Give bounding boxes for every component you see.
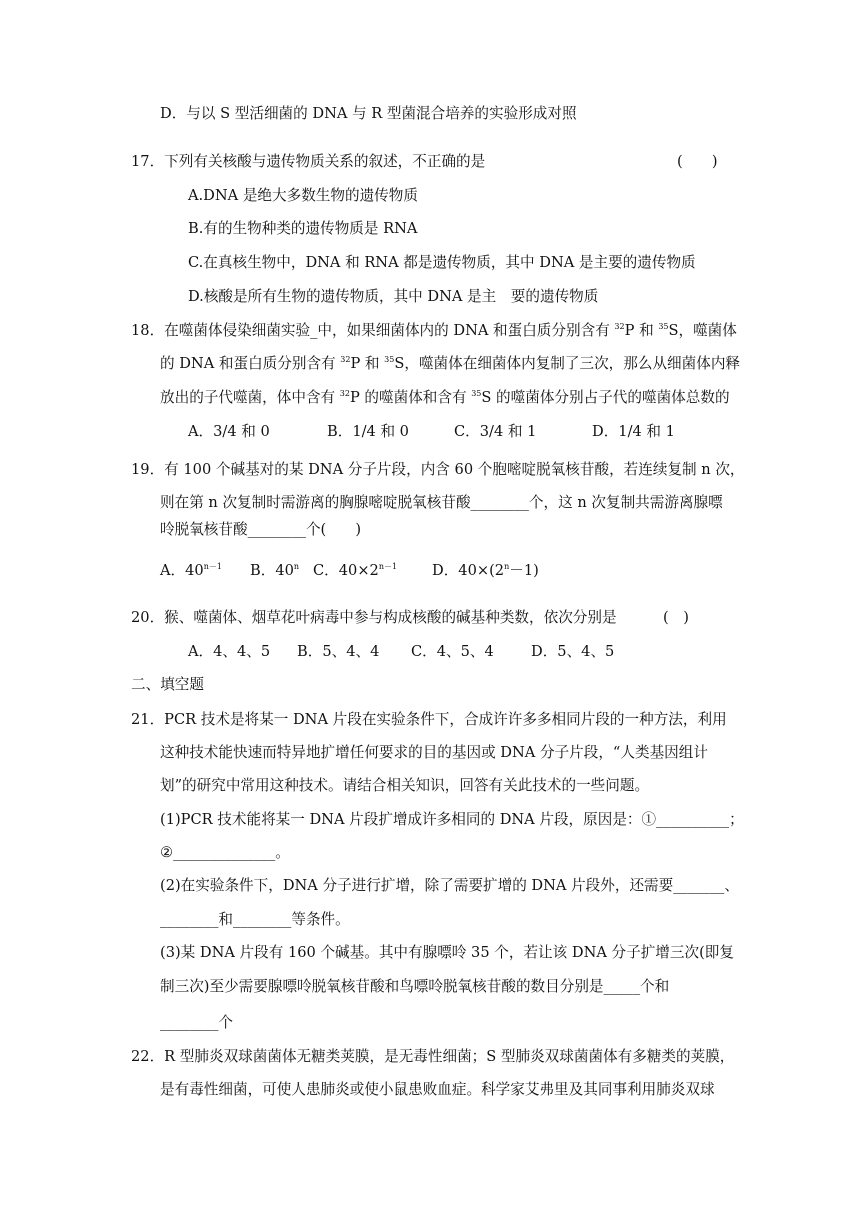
q19-a-exponent: n－1 bbox=[203, 562, 222, 571]
q21-line-5: ②______________。 bbox=[160, 844, 290, 861]
q18-option-a: A．3/4 和 0 bbox=[188, 423, 270, 440]
q17-answer-paren: ( ) bbox=[677, 153, 718, 170]
q17-option-c: C.在真核生物中，DNA 和 RNA 都是遗传物质，其中 DNA 是主要的遗传物质 bbox=[188, 254, 696, 271]
q20-option-b: B．5、4、4 bbox=[297, 643, 380, 660]
q19-option-d bbox=[432, 561, 539, 581]
q20-answer-paren: ( ) bbox=[663, 609, 689, 626]
q17-stem: 17．下列有关核酸与遗传物质关系的叙述，不正确的是 bbox=[131, 153, 486, 170]
q19-option-b bbox=[250, 561, 299, 581]
q21-line-3: 划”的研究中常用这种技术。请结合相关知识，回答有关此技术的一些问题。 bbox=[160, 777, 650, 794]
q17-option-b: B.有的生物种类的遗传物质是 RNA bbox=[188, 220, 418, 237]
q19-c-exponent: n－1 bbox=[378, 562, 398, 571]
q18-l2-sup32: 32 bbox=[340, 355, 351, 364]
q20-option-c: C．4、5、4 bbox=[411, 643, 494, 660]
q18-l1-sup35: 35 bbox=[658, 322, 669, 331]
q19-d-text-a: D．40×(2 bbox=[432, 562, 505, 579]
q20-stem: 20．猴、噬菌体、烟草花叶病毒中参与构成核酸的碱基种类数，依次分别是 bbox=[131, 609, 617, 626]
q20-option-a: A．4、4、5 bbox=[188, 643, 271, 660]
q21-line-4: (1)PCR 技术能将某一 DNA 片段扩增成许多相同的 DNA 片段，原因是：①__________； bbox=[160, 811, 744, 828]
q21-line-1: 21．PCR 技术是将某一 DNA 片段在实验条件下，合成许许多多相同片段的一种方法，利用 bbox=[131, 711, 727, 728]
q18-l1-text-b: P 和 bbox=[624, 322, 659, 339]
q18-l3-sup35: 35 bbox=[471, 389, 482, 398]
q17-option-d: D.核酸是所有生物的遗传物质，其中 DNA 是主 要的遗传物质 bbox=[188, 288, 599, 305]
q19-line-3: 呤脱氧核苷酸________个( ) bbox=[160, 521, 362, 538]
q19-d-text-b: －1) bbox=[509, 562, 539, 579]
q19-option-c bbox=[313, 561, 397, 581]
q19-c-base: C．40×2 bbox=[313, 562, 379, 579]
q18-l1-sup32: 32 bbox=[614, 322, 625, 331]
q19-b-base: B．40 bbox=[250, 562, 294, 579]
section-heading-fill-in: 二、填空题 bbox=[131, 676, 204, 693]
q18-l3-text-c: S 的噬菌体分别占子代的噬菌体总数的 bbox=[481, 389, 730, 406]
q22-line-1: 22．R 型肺炎双球菌菌体无糖类荚膜，是无毒性细菌；S 型肺炎双球菌菌体有多糖类的荚膜， bbox=[131, 1048, 735, 1065]
q18-option-c: C．3/4 和 1 bbox=[454, 423, 537, 440]
q21-line-10: ________个 bbox=[160, 1014, 233, 1031]
q20-option-d: D．5、4、5 bbox=[531, 643, 615, 660]
q19-d-exponent: n bbox=[504, 562, 510, 571]
q18-line-1 bbox=[131, 321, 737, 341]
q18-option-b: B．1/4 和 0 bbox=[327, 423, 409, 440]
q21-line-6: (2)在实验条件下，DNA 分子进行扩增，除了需要扩增的 DNA 片段外，还需要_______、 bbox=[160, 877, 739, 894]
q18-l2-text-b: P 和 bbox=[350, 355, 385, 372]
q19-line-2: 则在第 n 次复制时需游离的胸腺嘧啶脱氧核苷酸________个，这 n 次复制共需游离腺嘌 bbox=[160, 494, 723, 511]
q18-option-d: D．1/4 和 1 bbox=[592, 423, 675, 440]
q18-line-2 bbox=[160, 354, 740, 374]
q21-line-7: ________和________等条件。 bbox=[160, 911, 350, 928]
q18-l2-text-c: S，噬菌体在细菌体内复制了三次，那么从细菌体内释 bbox=[394, 355, 741, 372]
q18-l3-text-a: 放出的子代噬菌，体中含有 bbox=[160, 389, 340, 406]
q18-l3-text-b: P 的噬菌体和含有 bbox=[349, 389, 472, 406]
q19-a-base: A．40 bbox=[160, 562, 204, 579]
q19-option-a bbox=[160, 561, 222, 581]
q21-line-8: (3)某 DNA 片段有 160 个碱基。其中有腺嘌呤 35 个，若让该 DNA 分子扩增三次(即复 bbox=[160, 944, 734, 961]
q18-line-3 bbox=[160, 388, 730, 408]
q18-l2-sup35: 35 bbox=[384, 355, 395, 364]
q18-l1-text-a: 18．在噬菌体侵染细菌实验_中，如果细菌体内的 DNA 和蛋白质分别含有 bbox=[131, 322, 615, 339]
q18-l1-text-c: S，噬菌体 bbox=[668, 322, 737, 339]
q19-line-1: 19．有 100 个碱基对的某 DNA 分子片段，内含 60 个胞嘧啶脱氧核苷酸，若连续复制 n 次， bbox=[131, 461, 745, 478]
q21-line-2: 这种技术能快速而特异地扩增任何要求的目的基因或 DNA 分子片段，“人类基因组计 bbox=[160, 744, 708, 761]
q16-option-d: D．与以 S 型活细菌的 DNA 与 R 型菌混合培养的实验形成对照 bbox=[160, 105, 577, 122]
q18-l2-text-a: 的 DNA 和蛋白质分别含有 bbox=[160, 355, 341, 372]
q17-option-a: A.DNA 是绝大多数生物的遗传物质 bbox=[188, 187, 418, 204]
q22-line-2: 是有毒性细菌，可使人患肺炎或使小鼠患败血症。科学家艾弗里及其同事利用肺炎双球 bbox=[160, 1081, 715, 1098]
q18-l3-sup32: 32 bbox=[339, 389, 350, 398]
q21-line-9: 制三次)至少需要腺嘌呤脱氧核苷酸和鸟嘌呤脱氧核苷酸的数目分别是_____个和 bbox=[160, 978, 670, 995]
q19-b-exponent: n bbox=[293, 562, 300, 571]
